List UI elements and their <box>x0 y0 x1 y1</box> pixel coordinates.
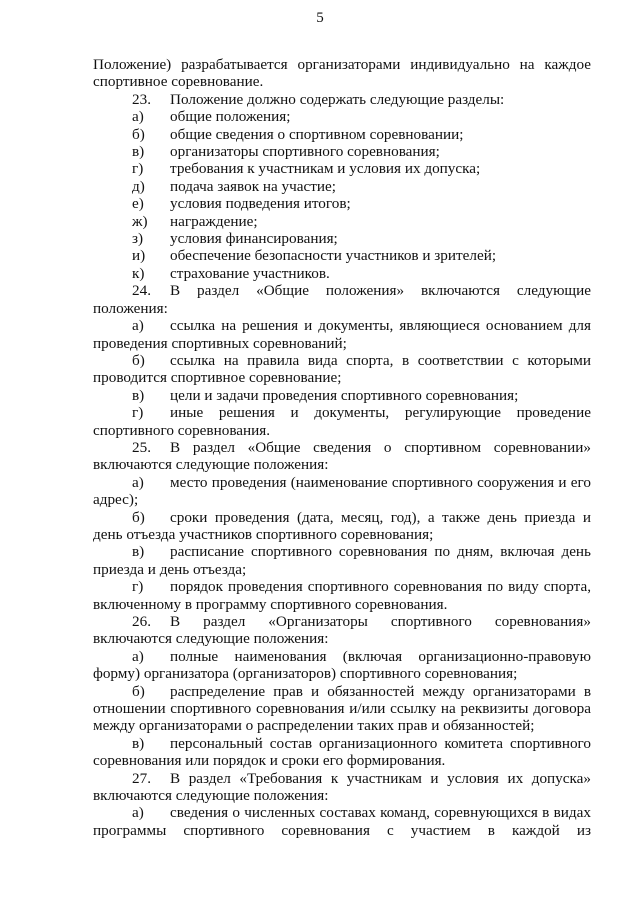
list-item <box>93 195 591 212</box>
list-marker: в) <box>132 543 145 561</box>
paragraph-number: 23. <box>132 90 151 108</box>
list-item-text: подача заявок на участие; <box>170 177 336 195</box>
paragraph-27 <box>93 770 591 805</box>
list-marker: а) <box>132 317 144 335</box>
list-marker: и) <box>132 247 146 265</box>
paragraph-number: 25. <box>132 438 151 456</box>
list-item-text: награждение; <box>170 212 258 230</box>
list-marker: а) <box>132 473 144 491</box>
paragraph-25 <box>93 439 591 474</box>
list-item <box>93 352 591 387</box>
list-marker: б) <box>132 682 145 700</box>
paragraph-23 <box>93 91 591 108</box>
list-item-text: распределение прав и обязанностей между организаторами в отношении спортивного соревнования и/или ссылку на реквизиты договора между организаторами о распределении таких прав и обязанностей; <box>93 682 591 735</box>
list-item-text: сроки проведения (дата, месяц, год), а также день приезда и день отъезда участников спортивного соревнования; <box>93 508 591 543</box>
list-item-text: иные решения и документы, регулирующие проведение спортивного соревнования. <box>93 404 591 439</box>
list-marker: г) <box>132 160 144 178</box>
list-item-text: персональный состав организационного комитета спортивного соревнования или порядок и сроки его формирования. <box>93 734 591 770</box>
paragraph-24 <box>93 282 591 317</box>
document-body <box>93 56 591 839</box>
list-item-text: полные наименования (включая организационно-правовую форму) организатора (организаторов) спортивного соревнования; <box>93 647 591 683</box>
list-item <box>93 178 591 195</box>
paragraph-text: В раздел «Организаторы спортивного соревнования» включаются следующие положения: <box>93 613 591 648</box>
list-marker: г) <box>132 404 144 422</box>
list-marker: в) <box>132 386 145 404</box>
list-item <box>93 648 591 683</box>
list-marker: б) <box>132 508 145 526</box>
intro-paragraph: Положение) разрабатывается организаторами индивидуально на каждое спортивное соревнование. <box>93 56 591 91</box>
paragraph-text: В раздел «Требования к участникам и условия их допуска» включаются следующие положения: <box>93 769 591 805</box>
paragraph-26 <box>93 613 591 648</box>
list-item <box>93 143 591 160</box>
list-item <box>93 804 591 839</box>
list-item-text: порядок проведения спортивного соревнования по виду спорта, включенному в программу спортивного соревнования. <box>93 578 591 613</box>
list-item-text: место проведения (наименование спортивного сооружения и его адрес); <box>93 473 591 509</box>
list-item <box>93 509 591 544</box>
page-number: 5 <box>316 10 324 26</box>
list-marker: к) <box>132 264 145 282</box>
list-item-text: сведения о численных составах команд, соревнующихся в видах программы спортивного соревнования с участием в каждой из <box>93 804 591 839</box>
list-item <box>93 247 591 264</box>
list-item-text: условия финансирования; <box>170 230 338 248</box>
list-item <box>93 160 591 177</box>
list-item-text: обеспечение безопасности участников и зрителей; <box>170 247 497 265</box>
list-item-text: общие положения; <box>170 108 291 126</box>
list-item-text: требования к участникам и условия их допуска; <box>170 160 481 178</box>
list-item <box>93 683 591 735</box>
list-item-text: условия подведения итогов; <box>170 195 351 213</box>
list-item-text: цели и задачи проведения спортивного соревнования; <box>170 386 519 404</box>
paragraph-text: В раздел «Общие положения» включаются следующие положения: <box>93 282 591 317</box>
list-item <box>93 578 591 613</box>
paragraph-number: 27. <box>132 769 151 787</box>
paragraph-text: Положение должно содержать следующие разделы: <box>170 90 505 108</box>
list-item-text: общие сведения о спортивном соревновании; <box>170 125 464 143</box>
list-item <box>93 735 591 770</box>
list-item <box>93 474 591 509</box>
list-marker: а) <box>132 647 144 665</box>
list-marker: б) <box>132 351 145 369</box>
list-marker: в) <box>132 734 145 752</box>
list-item-text: ссылка на решения и документы, являющиеся основанием для проведения спортивных соревнований; <box>93 317 591 352</box>
list-marker: в) <box>132 143 145 161</box>
paragraph-text: В раздел «Общие сведения о спортивном соревновании» включаются следующие положения: <box>93 438 591 474</box>
list-item-text: ссылка на правила вида спорта, в соответствии с которыми проводится спортивное соревнование; <box>93 351 591 387</box>
list-item <box>93 230 591 247</box>
list-marker: ж) <box>132 212 148 230</box>
list-marker: г) <box>132 578 144 596</box>
list-item <box>93 543 591 578</box>
list-marker: а) <box>132 804 144 822</box>
list-item-text: страхование участников. <box>170 264 330 282</box>
list-marker: з) <box>132 230 144 248</box>
list-marker: е) <box>132 195 144 213</box>
list-item-text: организаторы спортивного соревнования; <box>170 143 440 161</box>
list-item <box>93 317 591 352</box>
list-item <box>93 213 591 230</box>
list-item <box>93 108 591 125</box>
list-marker: д) <box>132 177 145 195</box>
list-marker: б) <box>132 125 145 143</box>
paragraph-number: 26. <box>132 613 151 630</box>
list-item <box>93 126 591 143</box>
list-item <box>93 404 591 439</box>
list-marker: а) <box>132 108 144 126</box>
list-item-text: расписание спортивного соревнования по дням, включая день приезда и день отъезда; <box>93 543 591 578</box>
paragraph-number: 24. <box>132 282 151 300</box>
list-item <box>93 265 591 282</box>
list-item <box>93 387 591 404</box>
